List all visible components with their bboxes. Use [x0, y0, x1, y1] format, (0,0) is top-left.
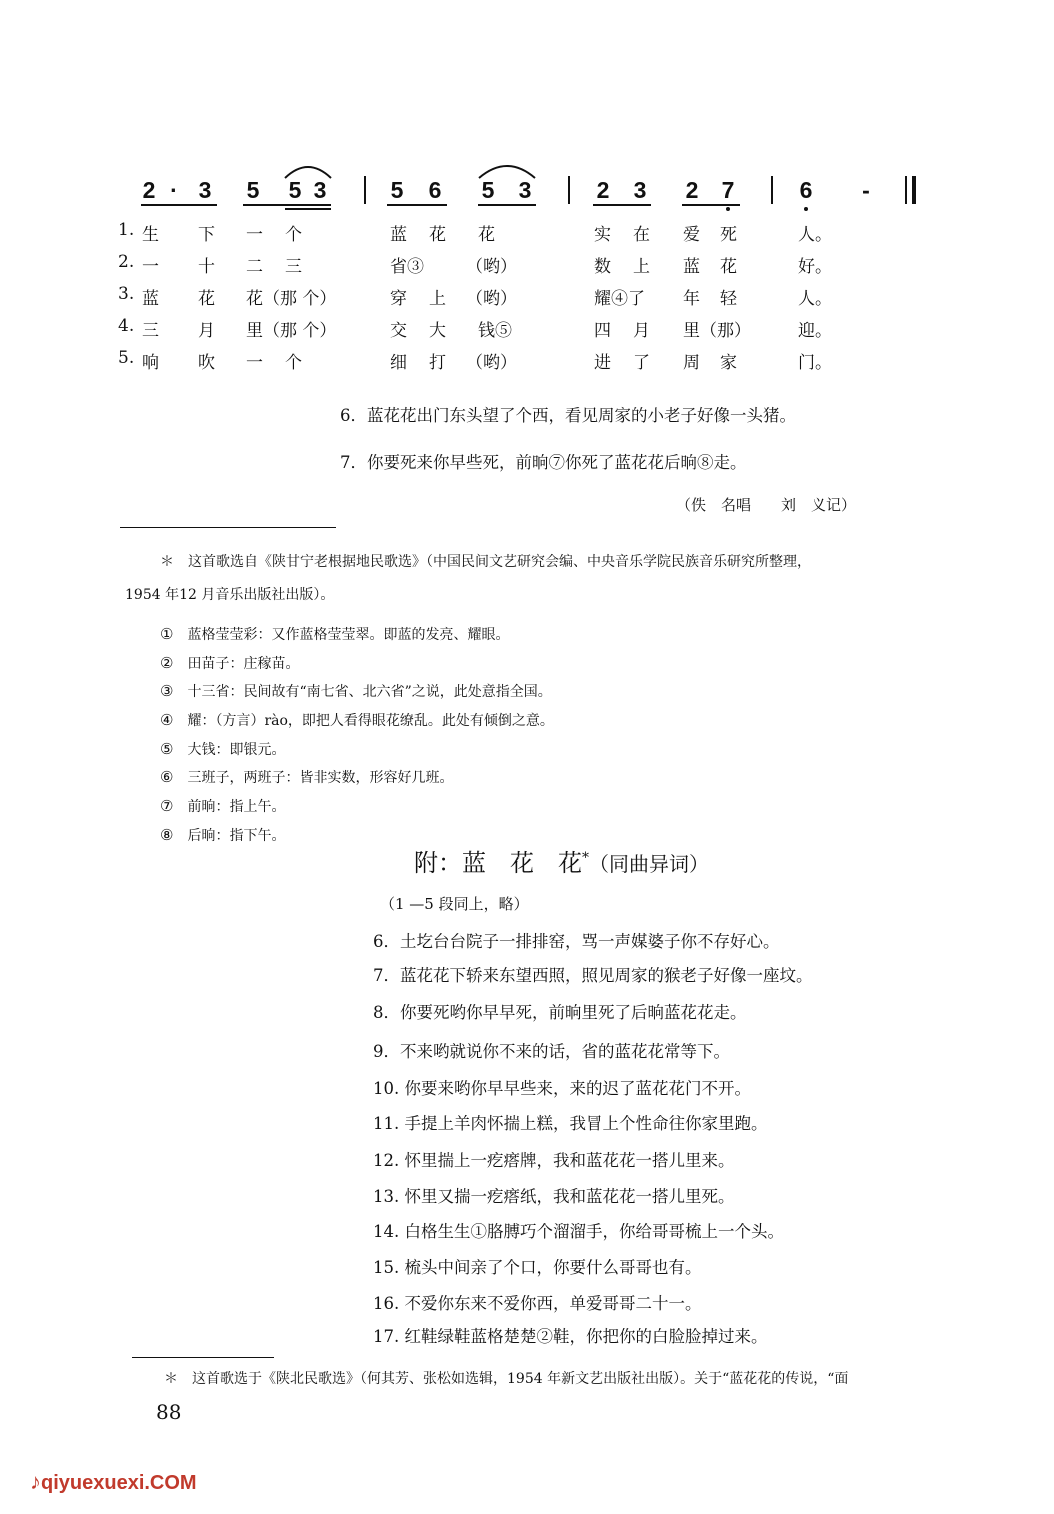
- lyric-char: 在: [633, 225, 650, 245]
- lyric-char: 轻: [720, 289, 737, 309]
- slur-icon: [282, 160, 334, 180]
- lyric-char: 省③: [390, 257, 424, 277]
- note: 3: [313, 177, 327, 203]
- verse-6: 6．蓝花花出门东头望了个西，看见周家的小老子好像一头猪。: [340, 406, 796, 425]
- appendix-subtitle: （同曲异词）: [589, 852, 709, 876]
- lyric-char: 好。: [798, 257, 832, 277]
- footnote-star-continued: 1954 年12 月音乐出版社出版）。: [125, 587, 335, 603]
- lyric-char: 交: [390, 321, 407, 341]
- beam: [243, 204, 331, 206]
- note: 5: [481, 177, 495, 203]
- lyric-char: 蓝: [142, 289, 159, 309]
- lyric-char: 上: [429, 289, 446, 309]
- note: 5: [390, 177, 404, 203]
- note: 7: [721, 177, 735, 203]
- note: 3: [198, 177, 212, 203]
- lyric-char: 人。: [798, 289, 832, 309]
- lyric-char: （哟）: [466, 257, 517, 277]
- lyric-char: 门。: [798, 353, 832, 373]
- lyric-char: 进: [594, 353, 611, 373]
- lyric-char: 上: [633, 257, 650, 277]
- footnote-item: ① 蓝格莹莹彩：又作蓝格莹莹翠。即蓝的发亮、耀眼。: [160, 625, 510, 643]
- lyric-char: 年: [683, 289, 700, 309]
- lyric-char: 打: [429, 353, 446, 373]
- lyric-char: 里（那 个）: [246, 321, 337, 341]
- appendix-title: [414, 843, 709, 878]
- footnote-star-2: ＊ 这首歌选于《陕北民歌选》（何其芳、张松如选辑，1954 年新文艺出版社出版）。关于“蓝花花的传说，“面: [164, 1371, 849, 1387]
- lyric-char: 钱⑤: [478, 321, 512, 341]
- lyric-char: 迎。: [798, 321, 832, 341]
- beam: [387, 204, 447, 206]
- verse-number: 2.: [118, 252, 135, 272]
- footnote-item: ⑦ 前晌：指上午。: [160, 797, 286, 815]
- beam: [141, 204, 217, 206]
- appendix-verse: 8．你要死哟你早早死，前晌里死了后晌蓝花花走。: [373, 1003, 747, 1022]
- final-barline-thin: [905, 176, 907, 204]
- final-barline-thick: [912, 176, 916, 204]
- beam: [593, 204, 651, 206]
- note: 2: [685, 177, 699, 203]
- footnote-rule: [120, 527, 336, 528]
- lyric-char: 一: [246, 353, 263, 373]
- barline: [771, 176, 773, 204]
- appendix-song-title: 蓝 花 花: [462, 849, 582, 877]
- note: 2: [596, 177, 610, 203]
- credit: （佚 名唱 刘 义记）: [676, 496, 857, 514]
- footnote-rule: [132, 1357, 274, 1358]
- lyric-char: 耀④了: [594, 289, 645, 309]
- lyric-char: （哟）: [466, 289, 517, 309]
- lyric-char: 死: [720, 225, 737, 245]
- lyric-char: 数: [594, 257, 611, 277]
- verse-number: 5.: [118, 348, 135, 368]
- note: 5: [288, 177, 302, 203]
- lyric-char: 了: [633, 353, 650, 373]
- lyric-char: 下: [198, 225, 215, 245]
- footnote-item: ③ 十三省：民间故有“南七省、北六省”之说，此处意指全国。: [160, 682, 552, 700]
- appendix-verse: 14. 白格生生①胳膊巧个溜溜手，你给哥哥梳上一个头。: [373, 1222, 784, 1241]
- lyric-char: 三: [285, 257, 302, 277]
- appendix-verse: 13. 怀里又揣一疙瘩纸，我和蓝花花一搭儿里死。: [373, 1187, 735, 1206]
- note: 3: [518, 177, 532, 203]
- footnote-item: ⑧ 后晌：指下午。: [160, 826, 286, 844]
- lyric-char: 大: [429, 321, 446, 341]
- appendix-verse: 12. 怀里揣上一疙瘩牌，我和蓝花花一搭儿里来。: [373, 1151, 735, 1170]
- note-dash: -: [862, 177, 870, 203]
- note: 3: [633, 177, 647, 203]
- verse-7: 7．你要死来你早些死，前晌⑦你死了蓝花花后晌⑧走。: [340, 453, 747, 472]
- lyric-char: 花（那 个）: [246, 289, 337, 309]
- note: 6: [799, 177, 813, 203]
- footnote-item: ④ 耀：（方言）rào，即把人看得眼花缭乱。此处有倾倒之意。: [160, 711, 554, 729]
- slur-icon: [476, 160, 538, 180]
- appendix-verse: 10. 你要来哟你早早些来，来的迟了蓝花花门不开。: [373, 1079, 751, 1098]
- lyric-char: 里（那）: [683, 321, 751, 341]
- lyric-char: 月: [633, 321, 650, 341]
- footnote-item: ⑤ 大钱：即银元。: [160, 740, 286, 758]
- note: 5: [246, 177, 260, 203]
- lyric-char: 十: [198, 257, 215, 277]
- lyric-char: 花: [198, 289, 215, 309]
- appendix-note: （1 —5 段同上，略）: [380, 895, 529, 913]
- watermark: ♪qiyuexuexi.COM: [30, 1469, 197, 1494]
- lyric-char: 花: [720, 257, 737, 277]
- appendix-verse: 7．蓝花花下轿来东望西照，照见周家的猴老子好像一座坟。: [373, 966, 813, 985]
- appendix-verse: 15. 梳头中间亲了个口，你要什么哥哥也有。: [373, 1258, 702, 1277]
- lyric-char: 个: [285, 353, 302, 373]
- barline: [568, 176, 570, 204]
- lyric-char: 四: [594, 321, 611, 341]
- verse-number: 4.: [118, 316, 135, 336]
- beam: [285, 208, 331, 210]
- footnote-item: ② 田苗子：庄稼苗。: [160, 654, 300, 672]
- barline: [364, 176, 366, 204]
- lyric-char: 家: [720, 353, 737, 373]
- appendix-verse: 17. 红鞋绿鞋蓝格楚楚②鞋，你把你的白脸脸掉过来。: [373, 1327, 768, 1346]
- verse-number: 1.: [118, 220, 135, 240]
- lyric-char: 人。: [798, 225, 832, 245]
- lyric-char: 实: [594, 225, 611, 245]
- footnote-star: ＊ 这首歌选自《陕甘宁老根据地民歌选》（中国民间文艺研究会编、中央音乐学院民族音乐研究所整理，: [160, 554, 811, 570]
- appendix-star: *: [582, 850, 589, 866]
- lyric-char: 蓝: [683, 257, 700, 277]
- lyric-char: 生: [142, 225, 159, 245]
- lyric-char: 周: [683, 353, 700, 373]
- appendix-verse: 6．土圪台台院子一排排窑，骂一声媒婆子你不存好心。: [373, 932, 780, 951]
- appendix-verse: 11. 手提上羊肉怀揣上糕，我冒上个性命往你家里跑。: [373, 1114, 768, 1133]
- footnote-item: ⑥ 三班子，两班子：皆非实数，形容好几班。: [160, 768, 454, 786]
- note: 6: [428, 177, 442, 203]
- lyric-char: 爱: [683, 225, 700, 245]
- appendix-prefix: 附：: [414, 849, 462, 877]
- lyric-char: 穿: [390, 289, 407, 309]
- watermark-logo-icon: ♪: [30, 1469, 41, 1494]
- lyric-char: （哟）: [466, 353, 517, 373]
- lyric-char: 一: [246, 225, 263, 245]
- page-number: 88: [156, 1400, 182, 1424]
- appendix-verse: 9．不来哟就说你不来的话，省的蓝花花常等下。: [373, 1042, 730, 1061]
- lyric-char: 个: [285, 225, 302, 245]
- lyric-char: 花: [429, 225, 446, 245]
- lyric-char: 三: [142, 321, 159, 341]
- appendix-verse: 16. 不爱你东来不爱你西，单爱哥哥二十一。: [373, 1294, 702, 1313]
- lyric-char: 一: [142, 257, 159, 277]
- beam: [682, 204, 740, 206]
- lyric-char: 吹: [198, 353, 215, 373]
- low-octave-dot: [804, 207, 808, 211]
- lyric-char: 二: [246, 257, 263, 277]
- verse-number: 3.: [118, 284, 135, 304]
- lyric-char: 细: [390, 353, 407, 373]
- beam: [478, 204, 536, 206]
- lyric-char: 月: [198, 321, 215, 341]
- lyric-char: 响: [142, 353, 159, 373]
- low-octave-dot: [726, 207, 730, 211]
- lyric-char: 花: [478, 225, 495, 245]
- lyric-char: 蓝: [390, 225, 407, 245]
- note: 2: [142, 177, 156, 203]
- note-dot: ·: [170, 177, 178, 203]
